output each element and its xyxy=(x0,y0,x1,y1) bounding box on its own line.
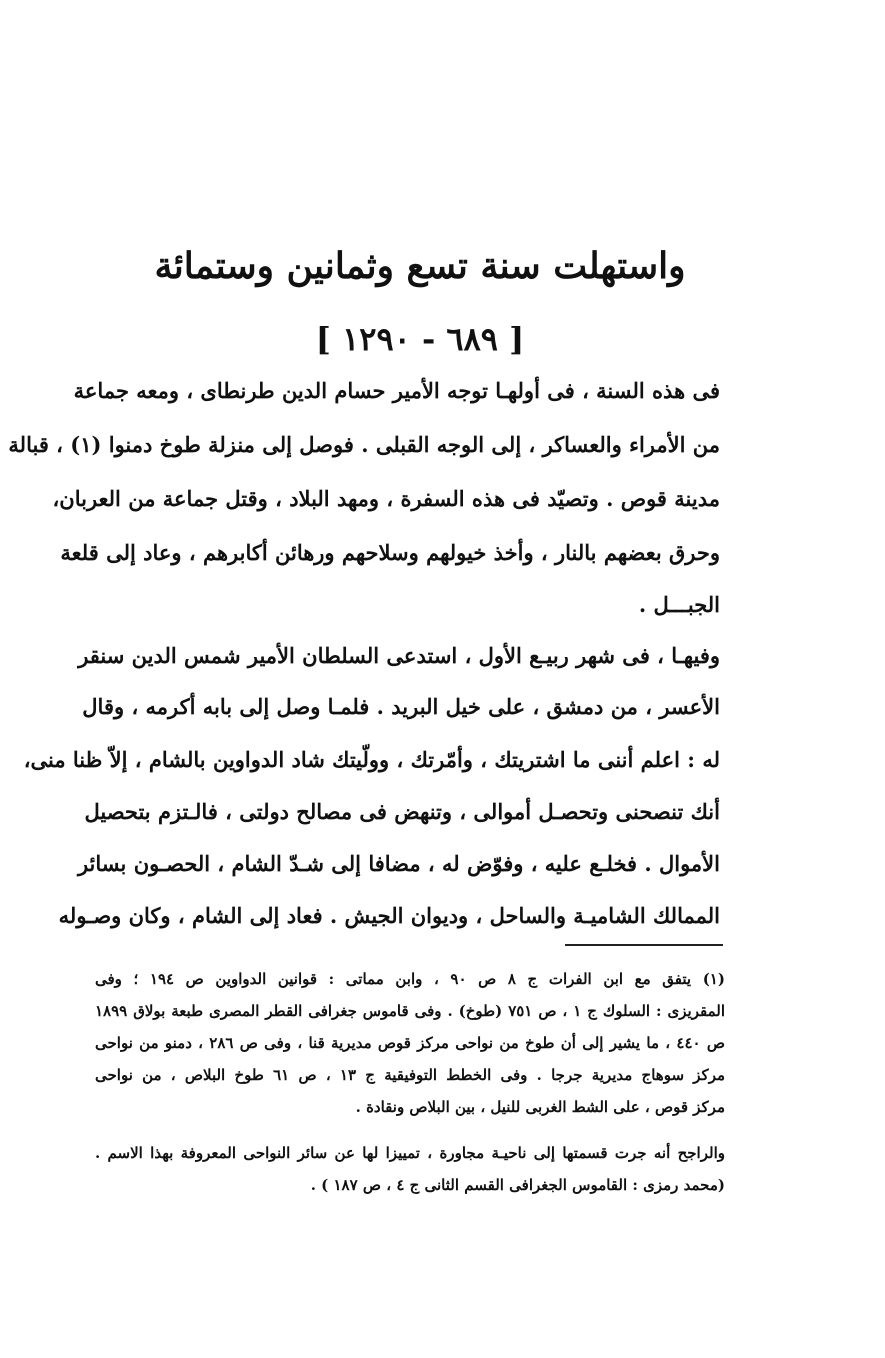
body-line: من الأمراء والعساكر ، إلى الوجه القبلى . فوصل إلى منزلة طوخ دمنوا (١) ، قبالة xyxy=(8,432,720,457)
body-line: الجبـــل . xyxy=(638,592,720,617)
footnote-line: والراجح أنه جرت قسمتها إلى ناحيـة مجاورة ، تمييزا لها عن سائر النواحى المعروفة بهذا الاسم . xyxy=(95,1144,725,1162)
footnote-line: (١) يتفق مع ابن الفرات ج ٨ ص ٩٠ ، وابن مماتى : قوانين الدواوين ص ١٩٤ ؛ وفى xyxy=(95,970,725,988)
footnote-line: مركز قوص ، على الشط الغربى للنيل ، بين البلاص ونقادة . xyxy=(355,1098,725,1116)
body-line: أنك تنصحنى وتحصـل أموالى ، وتنهض فى مصالح دولتى ، فالـتزم بتحصيل xyxy=(84,799,720,824)
body-line: وفيهـا ، فى شهر ربيـع الأول ، استدعى السلطان الأمير شمس الدين سنقر xyxy=(78,643,720,668)
footnote-line: مركز سوهاج مديرية جرجا . وفى الخطط التوفيقية ج ١٣ ، ص ٦١ طوخ البلاص ، من نواحى xyxy=(95,1066,725,1084)
footnote-divider xyxy=(565,944,723,946)
year-range: [ ٦٨٩ - ١٢٩٠ ] xyxy=(315,320,525,358)
footnote-line: ص ٤٤٠ ، ما يشير إلى أن طوخ من نواحى مركز قوص مديرية قنا ، وفى ص ٢٨٦ ، دمنو من نواحى xyxy=(95,1034,725,1052)
body-line: مدينة قوص . وتصيّد فى هذه السفرة ، ومهد البلاد ، وقتل جماعة من العربان، xyxy=(52,486,720,511)
body-line: الأعسر ، من دمشق ، على خيل البريد . فلمـا وصل إلى بابه أكرمه ، وقال xyxy=(82,694,720,719)
body-line: الأموال . فخلـع عليه ، وفوّض له ، مضافا إلى شـدّ الشام ، الحصـون بسائر xyxy=(77,851,720,876)
body-line: الممالك الشاميـة والساحل ، وديوان الجيش . فعاد إلى الشام ، وكان وصـوله xyxy=(58,903,720,928)
body-line: وحرق بعضهم بالنار ، وأخذ خيولهم وسلاحهم ورهائن أكابرهم ، وعاد إلى قلعة xyxy=(60,540,720,565)
footnote-line: المقريزى : السلوك ج ١ ، ص ٧٥١ (طوخ) . وفى قاموس جغرافى القطر المصرى طبعة بولاق ١٨٩٩ xyxy=(95,1002,725,1020)
body-line: له : اعلم أننى ما اشتريتك ، وأمّرتك ، وولّيتك شاد الدواوين بالشام ، إلاّ ظنا منى، xyxy=(23,747,720,772)
footnote-line: (محمد رمزى : القاموس الجغرافى القسم الثانى ج ٤ ، ص ١٨٧ ) . xyxy=(310,1176,725,1194)
body-line: فى هذه السنة ، فى أولهـا توجه الأمير حسام الدين طرنطاى ، ومعه جماعة xyxy=(73,378,720,403)
section-heading: واستهلت سنة تسع وثمانين وستمائة xyxy=(154,245,686,287)
